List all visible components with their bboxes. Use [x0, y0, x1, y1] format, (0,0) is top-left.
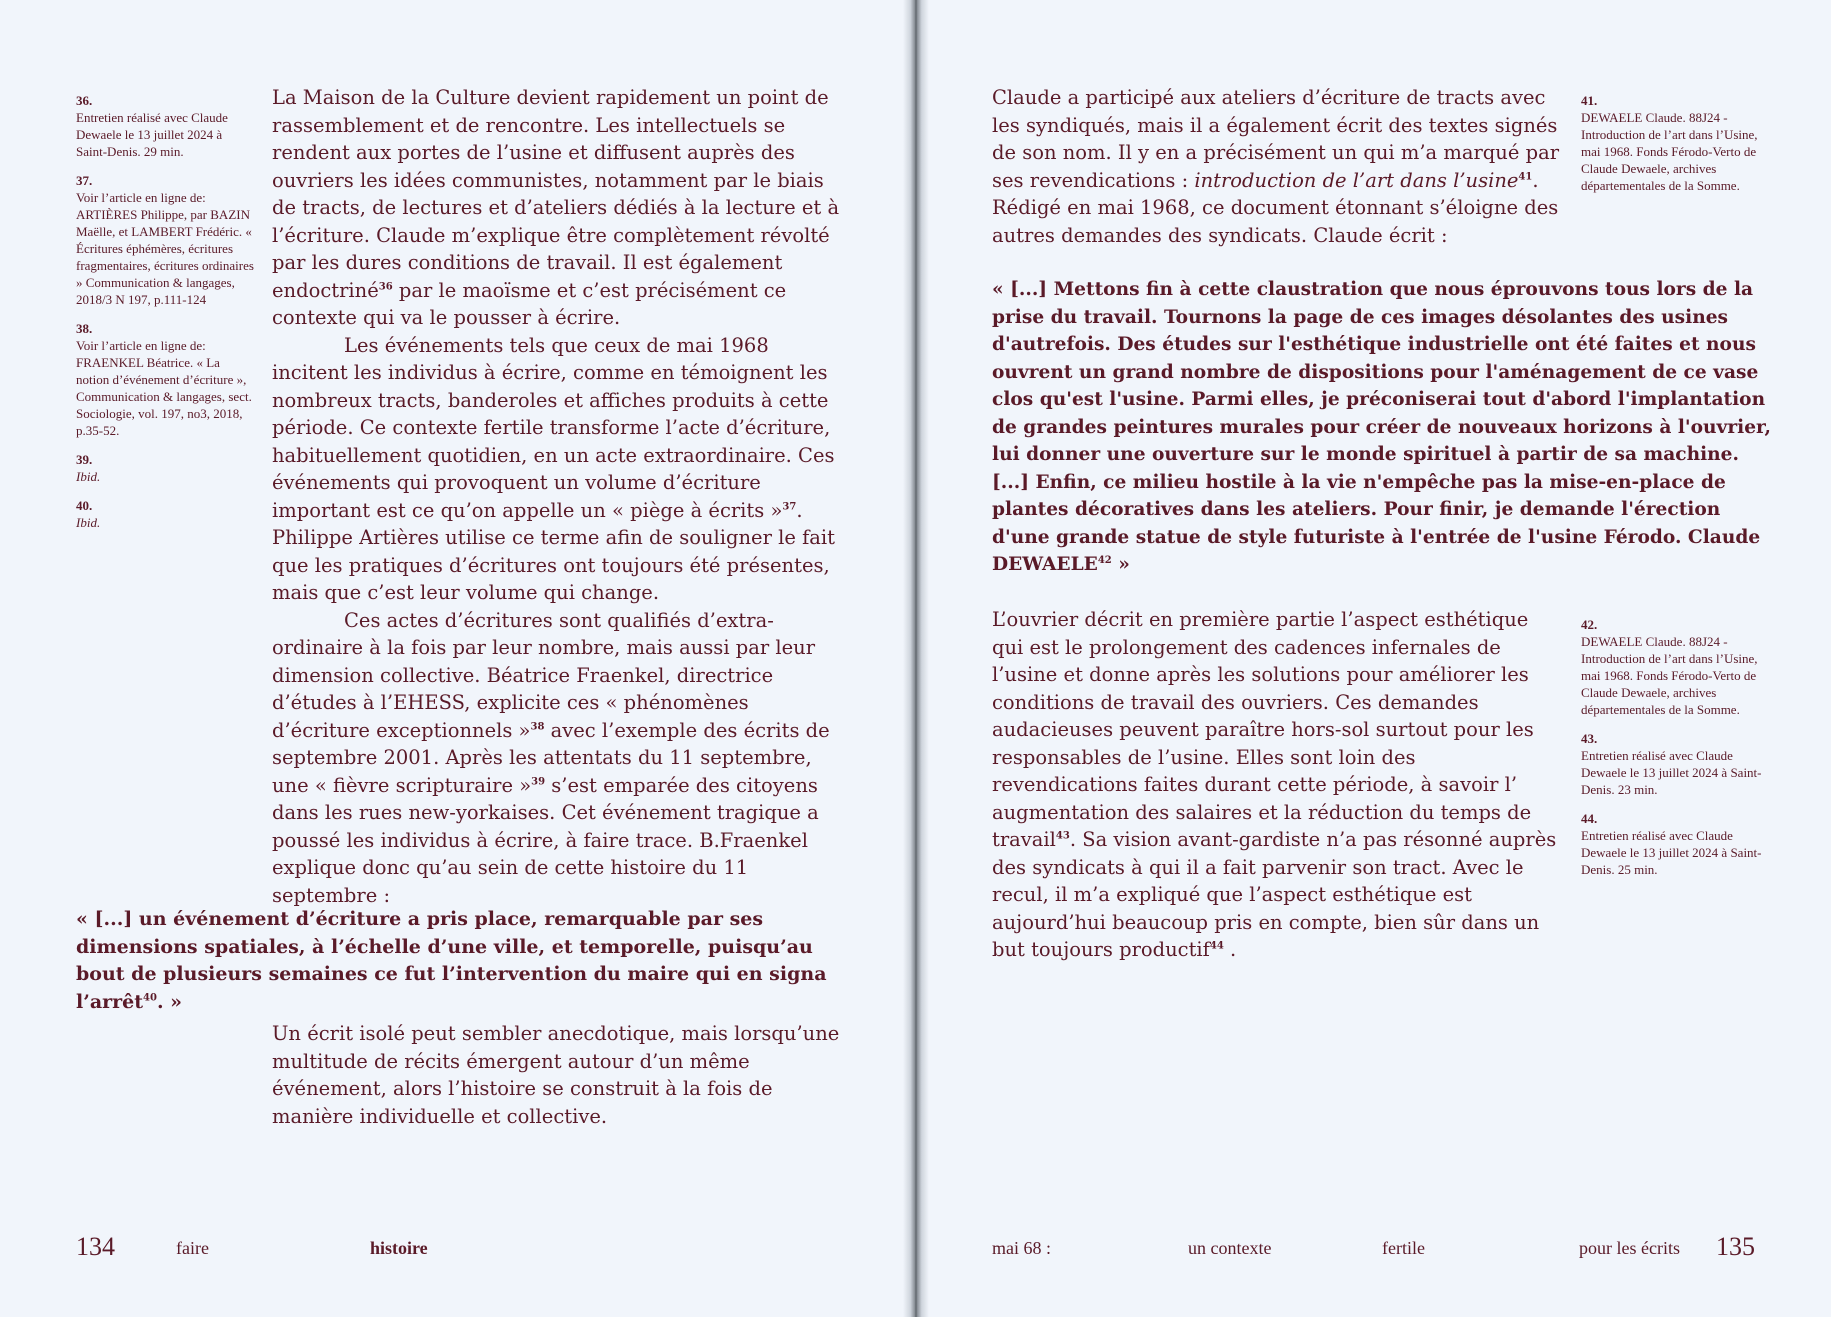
footnote-43 [1581, 730, 1771, 798]
text-run: . Sa vision avant-gardiste n’a pas résonné auprès des syndicats à qui il a fait parvenir son tract. Avec le recul, il m’a expliqué que l’aspect esthétique est aujourd’hui beaucoup pris en compte, bien sûr dans un but toujours productif [992, 828, 1557, 961]
footnote-number: 43. [1581, 731, 1598, 746]
page-number: 134 [76, 1232, 115, 1261]
footnote-ref[interactable]: 41 [1518, 171, 1533, 182]
paragraph-3 [272, 607, 840, 910]
text-run: Les événements tels que ceux de mai 1968 incitent les individus à écrire, comme en témoignent les nombreux tracts, banderoles et affiches produits à cette période. Ce contexte fertile transforme l’acte d’écriture, habituellement quotidien, en un acte extraordinaire. Ces événements qui provoquent un volume d’écriture important est ce qu’on appelle un « piège à écrits » [272, 333, 835, 522]
text-run: . Rédigé en mai 1968, ce document étonnant s’éloigne des autres demandes des syndicats. Claude écrit : [992, 168, 1559, 247]
footnote-41 [1581, 92, 1771, 194]
text-run: L’ouvrier décrit en première partie l’aspect esthétique qui est le prolongement des cadences infernales de l’usine et donne après les solutions pour améliorer les conditions de travail des ouvriers. Ces demandes audacieuses peuvent paraître hors-sol surtout pour les responsables de l’usine. Elles sont loin des revendications faites durant cette période, à savoir l’ augmentation des salaires et la réduction du temps de travail [992, 608, 1534, 851]
footnote-ref[interactable]: 39 [531, 776, 546, 787]
footnote-text: Ibid. [76, 515, 101, 530]
right-block-quote [992, 276, 1782, 579]
paragraph-1 [992, 84, 1564, 249]
left-block-quote [76, 906, 850, 1016]
footnote-text: Entretien réalisé avec Claude Dewaele le 13 juillet 2024 à Saint-Denis. 25 min. [1581, 828, 1762, 877]
text-run: Ces actes d’écritures sont qualifiés d’extra-ordinaire à la fois par leur nombre, mais aussi par leur dimension collective. Béatrice Fraenkel, directrice d’études à l’EHESS, explicite ces « phénomènes d’écriture exceptionnels » [272, 608, 816, 742]
footnote-number: 37. [76, 173, 93, 188]
page-number: 135 [1716, 1232, 1755, 1261]
footnote-42 [1581, 616, 1771, 718]
running-footer-word: faire [176, 1238, 209, 1258]
left-closing-text [272, 1020, 840, 1130]
left-footnotes [76, 92, 256, 543]
footnote-number: 44. [1581, 811, 1598, 826]
footnote-number: 39. [76, 452, 93, 467]
paragraph-2 [992, 606, 1564, 964]
right-second-text [992, 606, 1564, 964]
footnote-ref[interactable]: 40 [143, 992, 157, 1004]
footnote-40 [76, 497, 256, 531]
text-run: La Maison de la Culture devient rapidement un point de rassemblement et de rencontre. Les intellectuels se rendent aux portes de l’usine et diffusent auprès des ouvriers les idées communistes, notamment par le biais de tracts, de lectures et d’ateliers dédiés à la lecture et à l’écriture. Claude m’explique être complètement révolté par les dures conditions de travail. Il est également endoctriné [272, 86, 840, 302]
footnote-text: Entretien réalisé avec Claude Dewaele le 13 juillet 2024 à Saint-Denis. 23 min. [1581, 748, 1762, 797]
footnote-37 [76, 172, 256, 308]
footnote-ref[interactable]: 42 [1097, 554, 1112, 566]
footnote-ref[interactable]: 44 [1209, 940, 1224, 952]
footnote-ref[interactable]: 43 [1055, 830, 1070, 842]
text-run: s’est emparée des citoyens dans les rues new-yorkaises. Cet événement tragique a poussé les individus à écrire, à faire trace. B.Fraenkel explique donc qu’au sein de cette histoire du 11 septembre : [272, 773, 819, 907]
quote-text: « [...] un événement d’écriture a pris place, remarquable par ses dimensions spatiales, à l’échelle d’une ville, et temporelle, puisqu’au bout de plusieurs semaines ce fut l’intervention du maire qui en signa l’arrêt [76, 908, 827, 1013]
text-run: par le maoïsme et c’est précisément ce contexte qui va le pousser à écrire. [272, 278, 787, 329]
footnote-text: Ibid. [76, 469, 101, 484]
paragraph-1 [272, 84, 840, 332]
footnote-text: DEWAELE Claude. 88J24 - Introduction de l’art dans l’Usine, mai 1968. Fonds Férodo-Verto de Claude Dewaele, archives départementales de la Somme. [1581, 634, 1758, 717]
text-run: avec l’exemple des écrits de septembre 2001. Après les attentats du 11 septembre, une « fièvre scripturaire » [272, 718, 830, 797]
footnote-ref[interactable]: 37 [782, 501, 797, 512]
footnote-ref[interactable]: 36 [378, 281, 393, 292]
footnote-number: 41. [1581, 93, 1598, 108]
footnote-39 [76, 451, 256, 485]
text-run: . Philippe Artières utilise ce terme afin de souligner le fait que les pratiques d’écritures ont toujours été présentes, mais que c’est leur volume qui change. [272, 498, 835, 604]
right-footnotes-bottom [1581, 616, 1771, 890]
footnote-text: Entretien réalisé avec Claude Dewaele le 13 juillet 2024 à Saint-Denis. 29 min. [76, 110, 228, 159]
footnote-text: Voir l’article en ligne de: FRAENKEL Béatrice. « La notion d’événement d’écriture », Communication & langages, sect. Sociologie, vol. 197, no3, 2018, p.35-52. [76, 338, 252, 438]
footnote-text: DEWAELE Claude. 88J24 - Introduction de l’art dans l’Usine, mai 1968. Fonds Férodo-Verto de Claude Dewaele, archives départementales de la Somme. [1581, 110, 1758, 193]
footnote-number: 42. [1581, 617, 1598, 632]
right-footnotes-top [1581, 92, 1771, 206]
left-main-text [272, 84, 840, 909]
quote-text: « [...] Mettons fin à cette claustration que nous éprouvons tous lors de la prise du travail. Tournons la page de ces images désolantes des usines d'autrefois. Des études sur l'esthétique industrielle ont été faites et nous ouvrent un grand nombre de dispositions pour l'aménagement de ce vase clos qu'est l'usine. Parmi elles, je préconiserai tout d'abord l'implantation de grandes peintures murales pour créer de nouveaux horizons à l'ouvrier, lui donner une ouverture sur le monde spirituel à partir de sa machine. [...] Enfin, ce milieu hostile à la vie n'empêche pas la mise-en-place de plantes décoratives dans les ateliers. Pour finir, je demande l'érection d'une grande statue de style futuriste à l'entrée de l'usine Férodo. Claude DEWAELE [992, 279, 1771, 575]
footnote-36 [76, 92, 256, 160]
paragraph-2 [272, 332, 840, 607]
right-page [922, 0, 1831, 1317]
running-footer-word: mai 68 : [992, 1238, 1051, 1258]
text-run: Claude a participé aux ateliers d’écriture de tracts avec les syndiqués, mais il a également écrit des textes signés de son nom. Il y en a précisément un qui m’a marqué par ses revendications : [992, 86, 1560, 192]
footnote-text: Voir l’article en ligne de: ARTIÈRES Philippe, par BAZIN Maëlle, et LAMBERT Frédéric. « Écritures éphémères, écritures fragmentaires, écritures ordinaires » Communication & langages, 2018/3 N 197, p.111-124 [76, 190, 254, 307]
book-gutter-shadow [903, 0, 929, 1317]
quote-text: » [1111, 554, 1130, 575]
footnote-number: 36. [76, 93, 93, 108]
right-main-text [992, 84, 1564, 249]
left-page [0, 0, 910, 1317]
text-run: . [1223, 938, 1237, 961]
running-footer-word: un contexte [1188, 1238, 1272, 1258]
footnote-number: 38. [76, 321, 93, 336]
running-footer-word: fertile [1382, 1238, 1425, 1258]
document-title: introduction de l’art dans l’usine [1194, 168, 1519, 192]
footnote-ref[interactable]: 38 [530, 721, 545, 732]
running-footer-word: pour les écrits [1579, 1238, 1680, 1258]
quote-text: . » [156, 990, 183, 1013]
footnote-38 [76, 320, 256, 439]
footnote-number: 40. [76, 498, 93, 513]
footnote-44 [1581, 810, 1771, 878]
running-footer-word: histoire [370, 1238, 428, 1258]
paragraph-4: Un écrit isolé peut sembler anecdotique, mais lorsqu’une multitude de récits émergent autour d’un même événement, alors l’histoire se construit à la fois de manière individuelle et collective. [272, 1022, 840, 1128]
